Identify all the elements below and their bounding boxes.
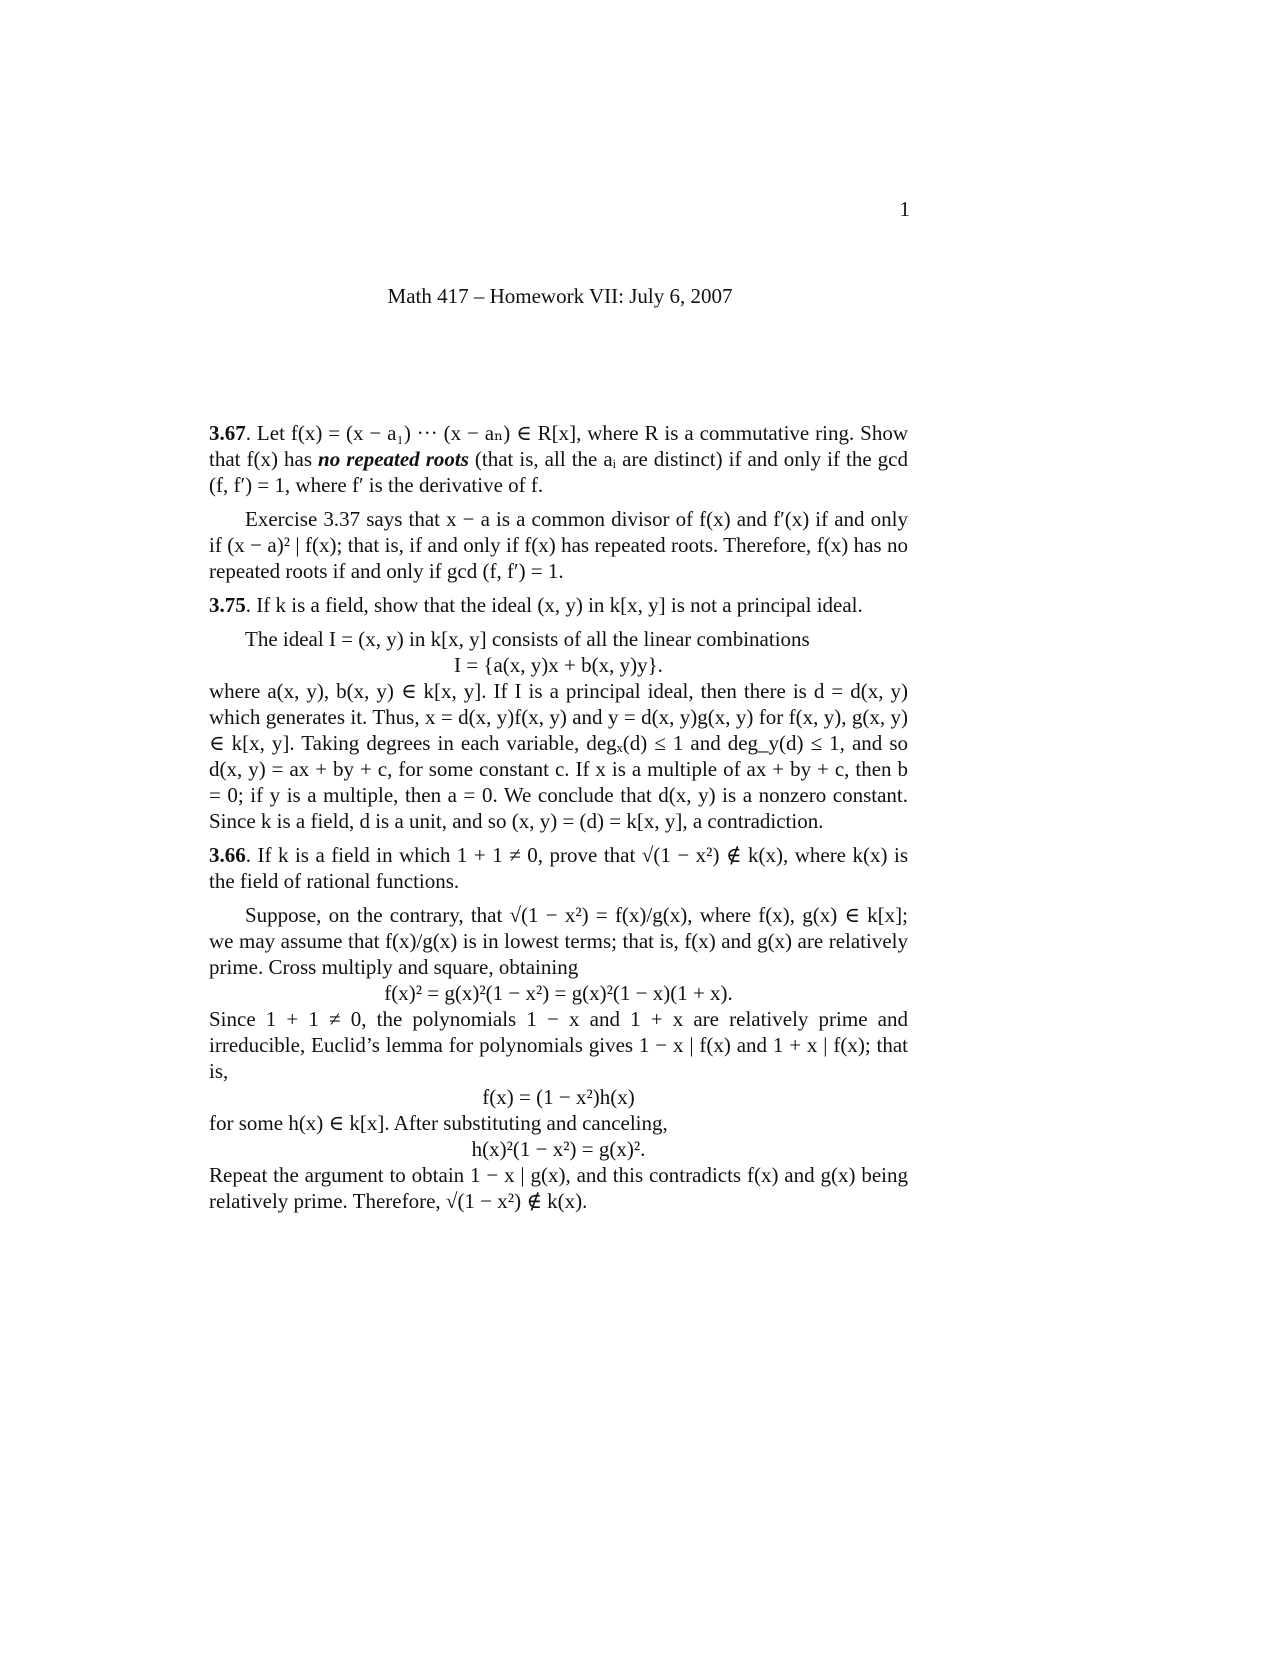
problem-number: 3.66 — [209, 843, 246, 867]
problem-3-66-solution-para: Repeat the argument to obtain 1 − x | g(x), and this contradicts f(x) and g(x) being relatively prime. Therefore, √(1 − x²) ∉ k(x). — [209, 1163, 908, 1213]
problem-3-66-solution-para: for some h(x) ∈ k[x]. After substituting and canceling, — [209, 1111, 668, 1135]
display-equation: I = {a(x, y)x + b(x, y)y}. — [454, 653, 663, 677]
problem-3-75-solution-intro: The ideal I = (x, y) in k[x, y] consists of all the linear combinations — [245, 627, 810, 651]
statement-text: . Let f(x) = (x − a₁) ··· (x − aₙ) ∈ R[x], where R is a commutative ring. Show that f(x) has — [209, 421, 908, 471]
display-equation: f(x)² = g(x)²(1 − x²) = g(x)²(1 − x)(1 + x). — [384, 981, 733, 1005]
page-number: 1 — [899, 197, 910, 221]
problem-number: 3.75 — [209, 593, 246, 617]
highlighted-term: no repeated roots — [318, 447, 469, 471]
statement-text: . If k is a field, show that the ideal (x, y) in k[x, y] is not a principal ideal. — [245, 593, 863, 617]
statement-text: (that is, all the aᵢ are distinct) if and only if the gcd (f, f′) = 1, where f′ is the derivative of f. — [209, 447, 909, 497]
problem-3-66-statement — [209, 842, 908, 894]
display-equation: f(x) = (1 − x²)h(x) — [482, 1085, 635, 1109]
problem-3-75-statement — [209, 592, 908, 618]
problem-3-66-solution-para: Since 1 + 1 ≠ 0, the polynomials 1 − x and 1 + x are relatively prime and irreducible, Euclid’s lemma for polynomials gives 1 − x | f(x) and 1 + x | f(x); that is, — [209, 1007, 908, 1083]
problem-number: 3.67 — [209, 421, 246, 445]
statement-text: . If k is a field in which 1 + 1 ≠ 0, prove that √(1 − x²) ∉ k(x), where k(x) is the field of rational functions. — [209, 843, 908, 893]
problem-3-67-statement — [209, 420, 908, 498]
document-body — [209, 420, 908, 1214]
problem-3-67-solution: Exercise 3.37 says that x − a is a common divisor of f(x) and f′(x) if and only if (x − a)² | f(x); that is, if and only if f(x) has repeated roots. Therefore, f(x) has no repeated roots if and only if gcd (f, f′) = 1. — [209, 507, 908, 583]
problem-3-75-solution: where a(x, y), b(x, y) ∈ k[x, y]. If I is a principal ideal, then there is d = d(x, y) which generates it. Thus, x = d(x, y)f(x, y) and y = d(x, y)g(x, y) for f(x, y), g(x, y) ∈ k[x, y]. Taking degrees in each variable, degₓ(d) ≤ 1 and deg_y(d) ≤ 1, and so d(x, y) = ax + by + c, for some constant c. If x is a multiple of ax + by + c, then b = 0; if y is a multiple, then a = 0. We conclude that d(x, y) is a nonzero constant. Since k is a field, d is a unit, and so (x, y) = (d) = k[x, y], a contradiction. — [209, 679, 908, 833]
display-equation: h(x)²(1 − x²) = g(x)². — [471, 1137, 646, 1161]
document-title: Math 417 – Homework VII: July 6, 2007 — [387, 284, 733, 308]
problem-3-66-solution-para: Suppose, on the contrary, that √(1 − x²) = f(x)/g(x), where f(x), g(x) ∈ k[x]; we may assume that f(x)/g(x) is in lowest terms; that is, f(x) and g(x) are relatively prime. Cross multiply and square, obtaining — [209, 903, 908, 979]
